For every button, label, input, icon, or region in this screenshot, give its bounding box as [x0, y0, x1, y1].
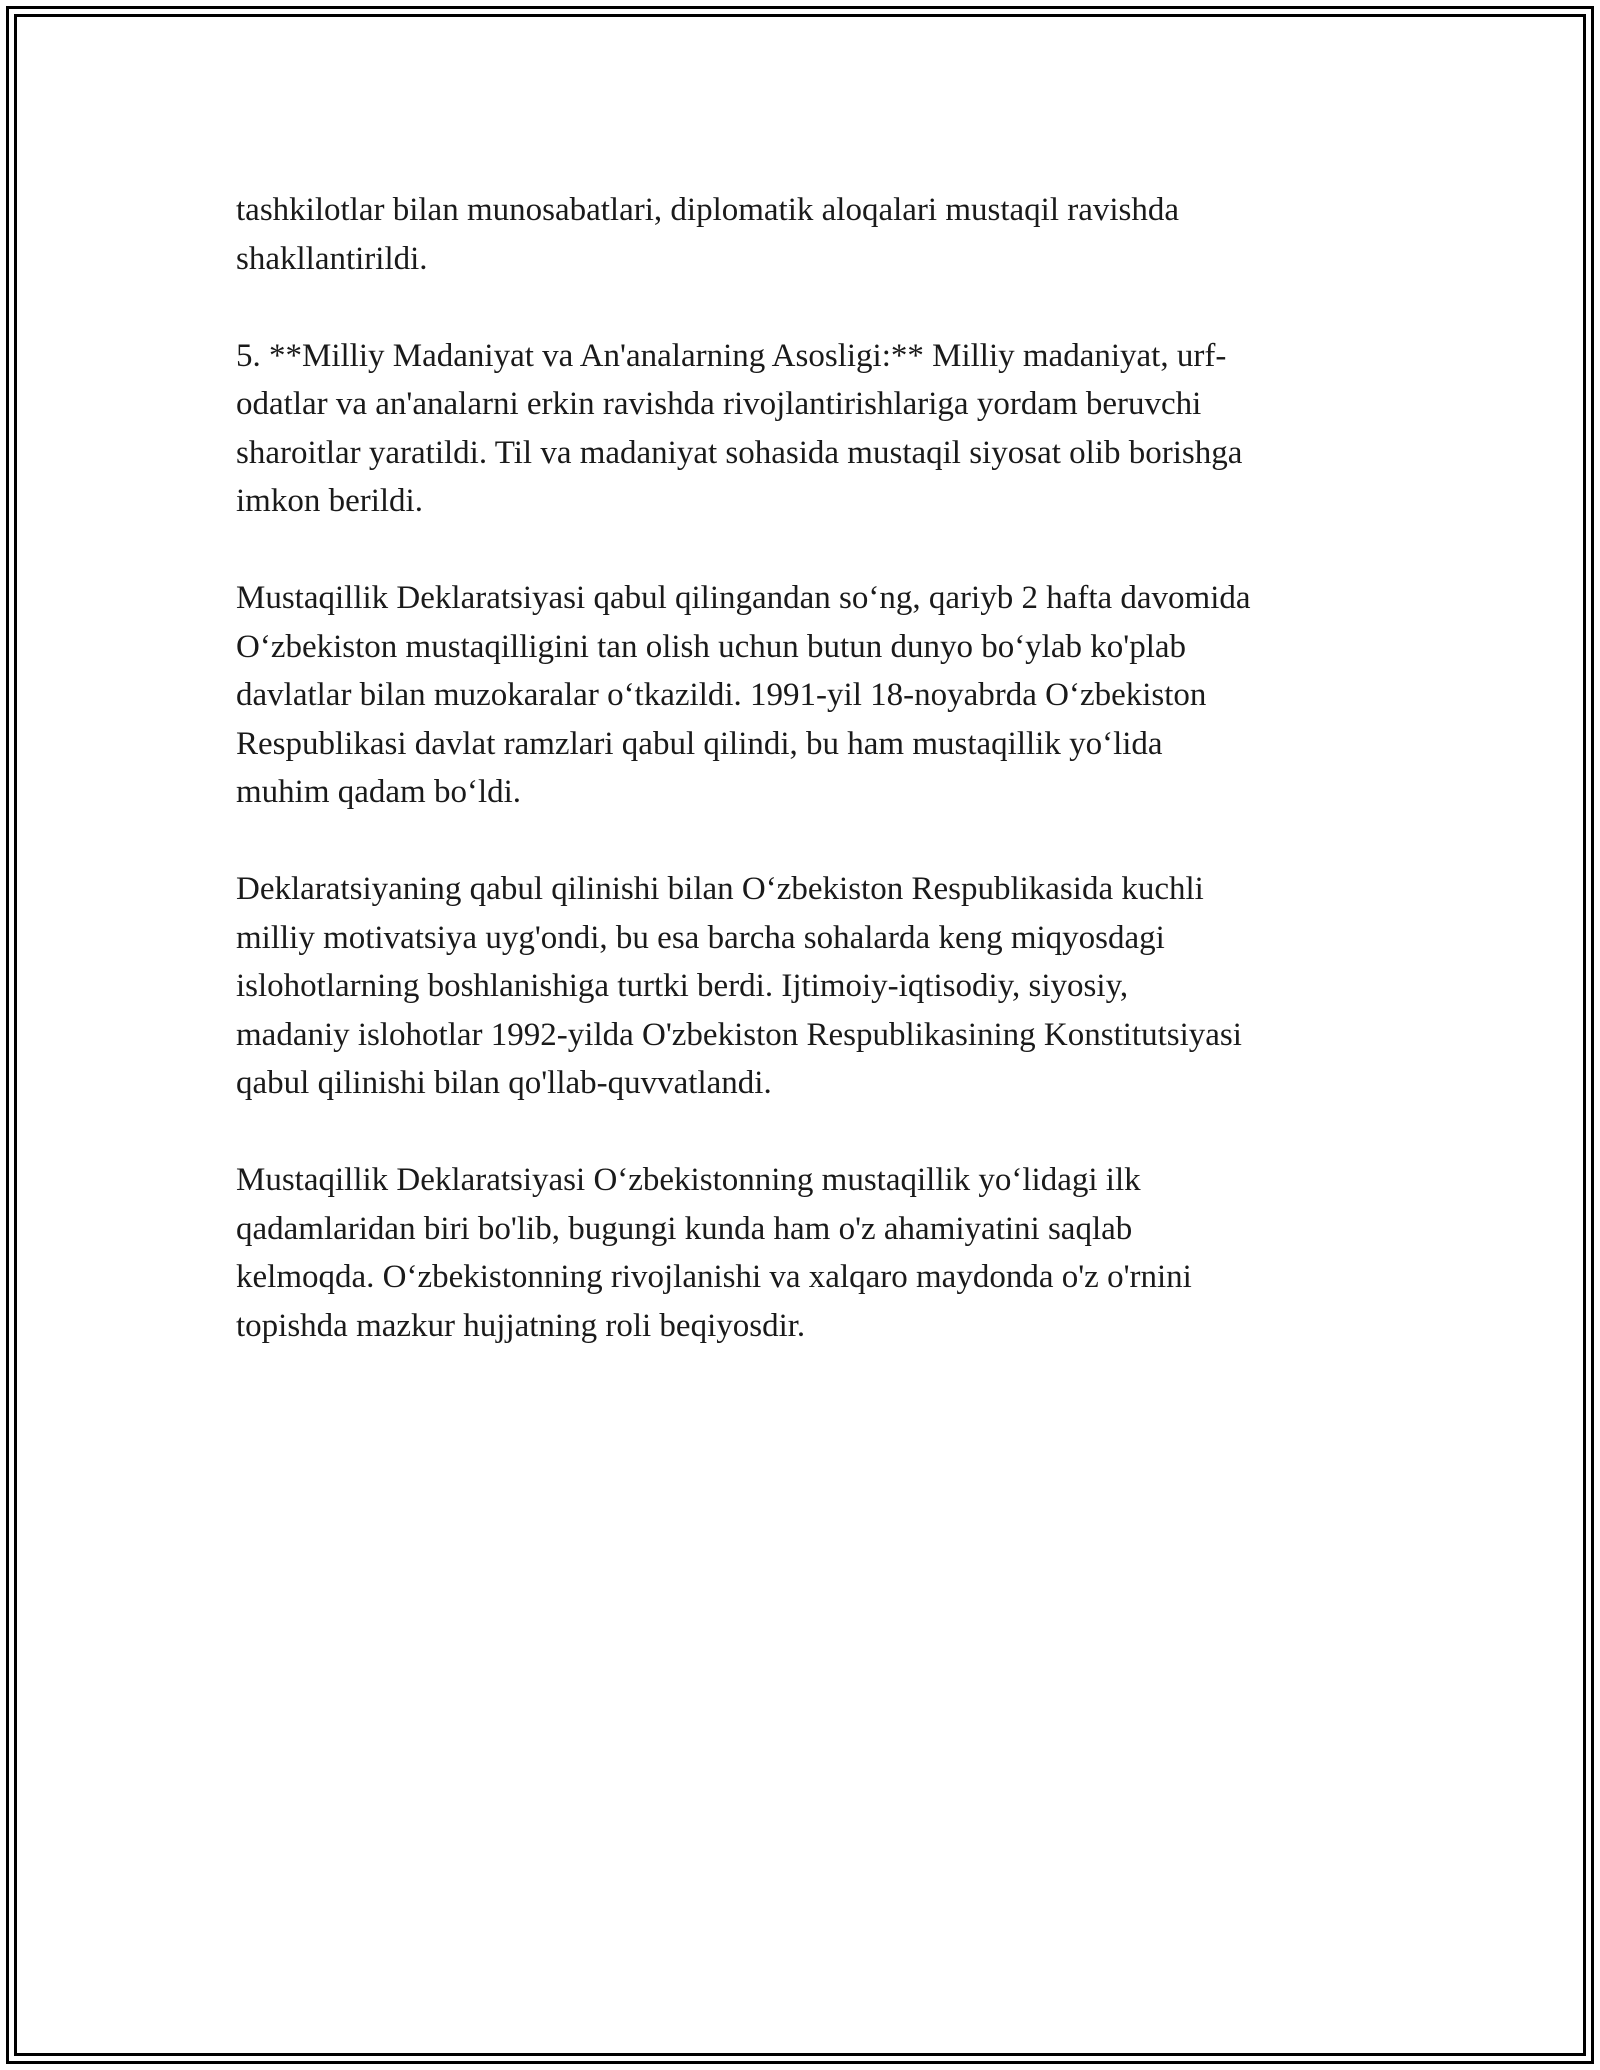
paragraph-recognition-negotiations: Mustaqillik Deklaratsiyasi qabul qilingandan so‘ng, qariyb 2 hafta davomida O‘zbekiston mustaqilligini tan olish uchun butun dunyo bo‘ylab ko'plab davlatlar bilan muzokaralar o‘tkazildi. 1991-yil 18-noyabrda O‘zbekiston Respublikasi davlat ramzlari qabul qilindi, bu ham mustaqillik yo‘lida muhim qadam bo‘ldi. [236, 580, 1251, 810]
paragraph-national-culture: 5. **Milliy Madaniyat va An'analarning Asosligi:** Milliy madaniyat, urf- odatlar va an'analarni erkin ravishda rivojlantirishlariga yordam beruvchi sharoitlar yaratildi. Til va madaniyat sohasida mustaqil siyosat olib borishga imkon berildi. [236, 337, 1243, 519]
paragraph-diplomatic-relations: tashkilotlar bilan munosabatlari, diplomatik aloqalari mustaqil ravishda shakllantirildi. [236, 192, 1180, 277]
document-body [236, 186, 1386, 1399]
paragraph-reforms: Deklaratsiyaning qabul qilinishi bilan O‘zbekiston Respublikasida kuchli milliy motivatsiya uyg'ondi, bu esa barcha sohalarda keng miqyosdagi islohotlarning boshlanishiga turtki berdi. Ijtimoiy-iqtisodiy, siyosiy, madaniy islohotlar 1992-yilda O'zbekiston Respublikasining Konstitutsiyasi qabul qilinishi bilan qo'llab-quvvatlandi. [236, 871, 1242, 1101]
paragraph-conclusion: Mustaqillik Deklaratsiyasi O‘zbekistonning mustaqillik yo‘lidagi ilk qadamlaridan biri bo'lib, bugungi kunda ham o'z ahamiyatini saqlab kelmoqda. O‘zbekistonning rivojlanishi va xalqaro maydonda o'z o'rnini topishda mazkur hujjatning roli beqiyosdir. [236, 1162, 1192, 1344]
